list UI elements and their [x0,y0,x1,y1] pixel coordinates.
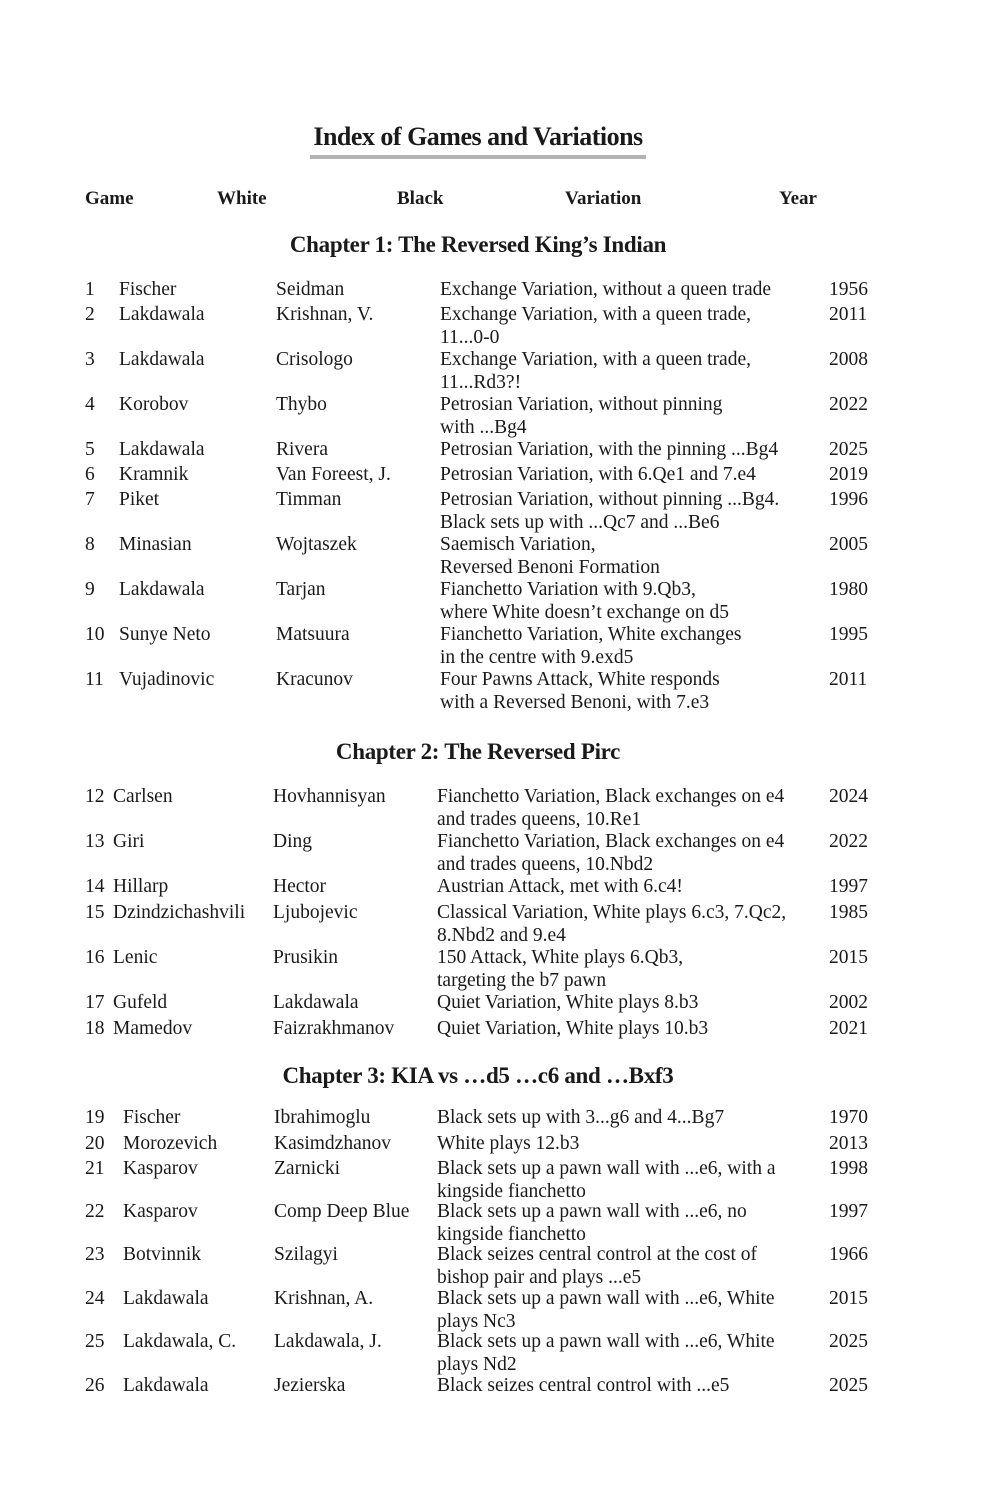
game-number: 26 [85,1375,105,1396]
game-number: 2 [85,304,95,325]
white-player: Lenic [113,947,158,968]
game-year: 2002 [829,992,868,1013]
game-year: 2025 [829,439,868,460]
variation-text: Saemisch Variation, Reversed Benoni Formation [440,534,660,578]
game-number: 13 [85,831,105,852]
game-number: 6 [85,464,95,485]
variation-text: Fianchetto Variation with 9.Qb3, where White doesn’t exchange on d5 [440,579,729,623]
header-variation: Variation [565,188,642,209]
black-player: Szilagyi [274,1244,338,1265]
table-row [0,831,1000,876]
table-row [0,464,1000,489]
table-row [0,786,1000,831]
game-number: 11 [85,669,104,690]
white-player: Fischer [123,1107,181,1128]
white-player: Hillarp [113,876,169,897]
white-player: Lakdawala [119,579,205,600]
variation-text: Black sets up with 3...g6 and 4...Bg7 [437,1107,725,1128]
game-year: 1996 [829,489,868,510]
white-player: Carlsen [113,786,173,807]
game-year: 2005 [829,534,868,555]
game-number: 4 [85,394,95,415]
game-year: 2013 [829,1133,868,1154]
chapter-table [0,279,1000,714]
game-number: 24 [85,1288,105,1309]
table-row [0,1288,1000,1331]
chapter-heading: Chapter 1: The Reversed King’s Indian [289,232,667,257]
variation-text: Black sets up a pawn wall with ...e6, White plays Nc3 [437,1288,775,1332]
black-player: Hector [273,876,327,897]
variation-text: Fianchetto Variation, Black exchanges on e4 and trades queens, 10.Nbd2 [437,831,785,875]
white-player: Fischer [119,279,177,300]
game-number: 14 [85,876,105,897]
table-row [0,902,1000,947]
variation-text: Petrosian Variation, with the pinning ...Bg4 [440,439,779,460]
variation-text: Exchange Variation, with a queen trade, 11...0-0 [440,304,751,348]
game-year: 1995 [829,624,868,645]
white-player: Vujadinovic [119,669,215,690]
variation-text: Black sets up a pawn wall with ...e6, White plays Nd2 [437,1331,775,1375]
table-row [0,1107,1000,1133]
black-player: Hovhannisyan [273,786,386,807]
white-player: Piket [119,489,160,510]
table-row [0,534,1000,579]
black-player: Lakdawala, J. [274,1331,382,1352]
column-headers [0,188,1000,214]
header-white: White [217,188,267,209]
variation-text: Fianchetto Variation, White exchanges in the centre with 9.exd5 [440,624,742,668]
header-year: Year [779,188,817,209]
variation-text: Petrosian Variation, with 6.Qe1 and 7.e4 [440,464,756,485]
game-year: 2025 [829,1375,868,1396]
white-player: Korobov [119,394,189,415]
black-player: Lakdawala [273,992,359,1013]
game-year: 2011 [829,304,868,325]
table-row [0,279,1000,304]
variation-text: Black sets up a pawn wall with ...e6, with a kingside fianchetto [437,1158,776,1202]
black-player: Ljubojevic [273,902,358,923]
table-row [0,1018,1000,1044]
variation-text: Quiet Variation, White plays 8.b3 [437,992,699,1013]
table-row [0,304,1000,349]
game-number: 10 [85,624,105,645]
game-year: 2011 [829,669,868,690]
variation-text: Quiet Variation, White plays 10.b3 [437,1018,709,1039]
variation-text: Exchange Variation, with a queen trade, 11...Rd3?! [440,349,751,393]
game-year: 2021 [829,1018,868,1039]
game-number: 20 [85,1133,105,1154]
white-player: Morozevich [123,1133,218,1154]
table-row [0,489,1000,534]
game-year: 2022 [829,394,868,415]
game-number: 19 [85,1107,105,1128]
table-row [0,1331,1000,1375]
page-title: Index of Games and Variations [313,122,643,151]
variation-text: Black seizes central control with ...e5 [437,1375,730,1396]
white-player: Lakdawala [119,439,205,460]
game-year: 2008 [829,349,868,370]
chapter-table [0,1107,1000,1401]
white-player: Lakdawala [123,1375,209,1396]
white-player: Lakdawala [123,1288,209,1309]
black-player: Ding [273,831,312,852]
black-player: Kracunov [276,669,353,690]
chapter-table [0,786,1000,1044]
variation-text: Four Pawns Attack, White responds with a Reversed Benoni, with 7.e3 [440,669,720,713]
variation-text: Black sets up a pawn wall with ...e6, no kingside fianchetto [437,1201,747,1245]
game-number: 12 [85,786,105,807]
game-number: 5 [85,439,95,460]
table-row [0,669,1000,714]
game-year: 1985 [829,902,868,923]
game-number: 8 [85,534,95,555]
white-player: Gufeld [113,992,168,1013]
game-number: 1 [85,279,95,300]
game-year: 2019 [829,464,868,485]
game-year: 1956 [829,279,868,300]
variation-text: Black seizes central control at the cost of bishop pair and plays ...e5 [437,1244,757,1288]
game-number: 21 [85,1158,105,1179]
game-year: 1970 [829,1107,868,1128]
game-year: 2024 [829,786,868,807]
white-player: Lakdawala [119,349,205,370]
game-number: 23 [85,1244,105,1265]
game-number: 18 [85,1018,105,1039]
white-player: Lakdawala [119,304,205,325]
black-player: Prusikin [273,947,339,968]
table-row [0,1158,1000,1201]
variation-text: 150 Attack, White plays 6.Qb3, targeting the b7 pawn [437,947,684,991]
white-player: Botvinnik [123,1244,202,1265]
table-row [0,876,1000,902]
black-player: Kasimdzhanov [274,1133,391,1154]
game-year: 1997 [829,876,868,897]
black-player: Rivera [276,439,328,460]
variation-text: Exchange Variation, without a queen trade [440,279,772,300]
game-number: 17 [85,992,105,1013]
black-player: Van Foreest, J. [276,464,391,485]
table-row [0,394,1000,439]
header-black: Black [397,188,444,209]
black-player: Crisologo [276,349,353,370]
game-number: 3 [85,349,95,370]
white-player: Dzindzichashvili [113,902,246,923]
game-year: 1966 [829,1244,868,1265]
game-number: 9 [85,579,95,600]
variation-text: White plays 12.b3 [437,1133,580,1154]
table-row [0,1244,1000,1288]
game-year: 2025 [829,1331,868,1352]
table-row [0,1375,1000,1401]
white-player: Sunye Neto [119,624,211,645]
chapter-heading: Chapter 2: The Reversed Pirc [335,739,621,764]
game-year: 2015 [829,947,868,968]
black-player: Faizrakhmanov [273,1018,395,1039]
table-row [0,349,1000,394]
title-underline [310,155,646,159]
black-player: Krishnan, A. [274,1288,374,1309]
table-row [0,1133,1000,1158]
black-player: Zarnicki [274,1158,341,1179]
chapter-heading: Chapter 3: KIA vs …d5 …c6 and …Bxf3 [282,1063,674,1088]
game-number: 7 [85,489,95,510]
black-player: Wojtaszek [276,534,357,555]
white-player: Lakdawala, C. [123,1331,237,1352]
variation-text: Classical Variation, White plays 6.c3, 7.Qc2, 8.Nbd2 and 9.e4 [437,902,787,946]
table-row [0,579,1000,624]
game-year: 2022 [829,831,868,852]
game-number: 15 [85,902,105,923]
variation-text: Petrosian Variation, without pinning ...Bg4. Black sets up with ...Qc7 and ...Be6 [440,489,780,533]
header-game: Game [85,188,134,209]
white-player: Minasian [119,534,192,555]
black-player: Jezierska [274,1375,346,1396]
game-year: 1997 [829,1201,868,1222]
black-player: Ibrahimoglu [274,1107,371,1128]
table-row [0,1201,1000,1244]
game-number: 16 [85,947,105,968]
black-player: Krishnan, V. [276,304,374,325]
variation-text: Fianchetto Variation, Black exchanges on e4 and trades queens, 10.Re1 [437,786,785,830]
black-player: Matsuura [276,624,350,645]
game-year: 1980 [829,579,868,600]
white-player: Kramnik [119,464,189,485]
game-year: 1998 [829,1158,868,1179]
game-year: 2015 [829,1288,868,1309]
variation-text: Austrian Attack, met with 6.c4! [437,876,683,897]
white-player: Mamedov [113,1018,193,1039]
black-player: Comp Deep Blue [274,1201,410,1222]
game-number: 25 [85,1331,105,1352]
game-number: 22 [85,1201,105,1222]
black-player: Thybo [276,394,327,415]
white-player: Kasparov [123,1201,198,1222]
black-player: Seidman [276,279,345,300]
table-row [0,947,1000,992]
white-player: Giri [113,831,145,852]
black-player: Timman [276,489,342,510]
table-row [0,992,1000,1018]
table-row [0,439,1000,464]
black-player: Tarjan [276,579,326,600]
variation-text: Petrosian Variation, without pinning with ...Bg4 [440,394,723,438]
table-row [0,624,1000,669]
white-player: Kasparov [123,1158,198,1179]
